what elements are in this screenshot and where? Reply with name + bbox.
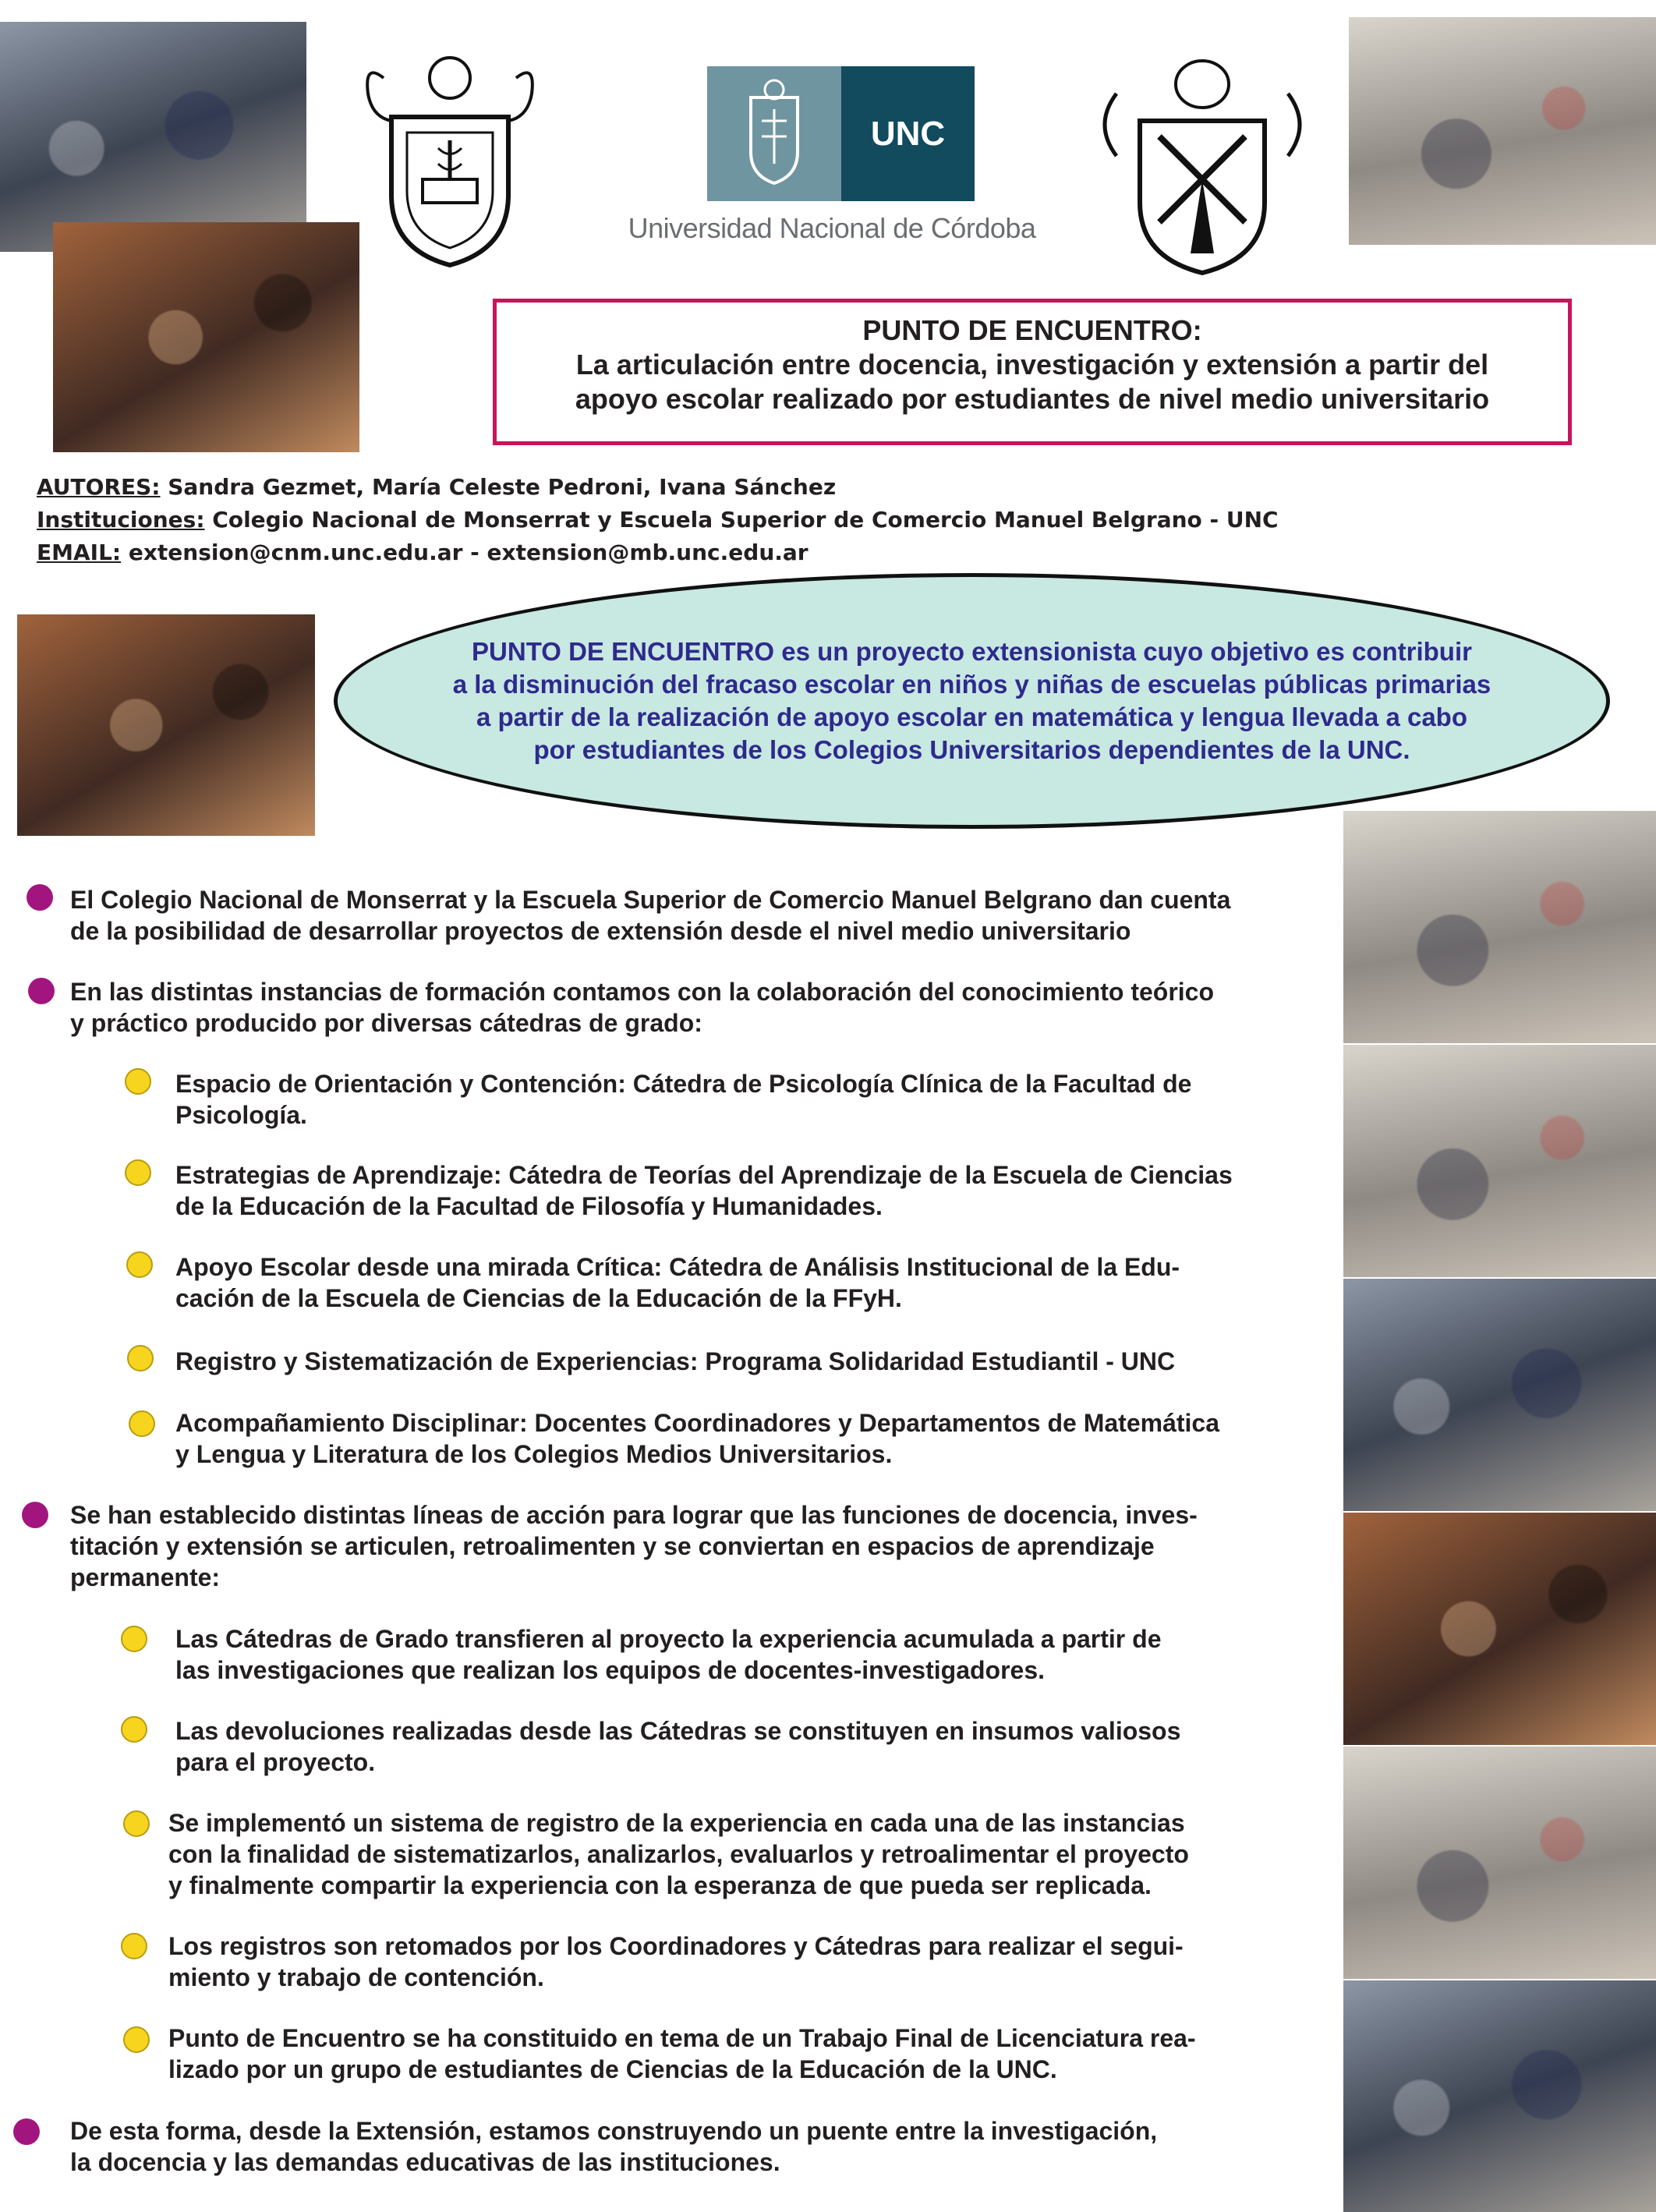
sub-item-7-line-2: para el proyecto. [175,1748,376,1776]
sub-item-3-line-1: Apoyo Escolar desde una mirada Crítica: Cátedra de Análisis Institucional de la Edu- [175,1253,1180,1281]
authors-label: AUTORES: [37,474,161,500]
unc-logo [707,66,975,201]
sub-item-2-line-2: de la Educación de la Facultad de Filosofía y Humanidades. [175,1192,883,1220]
email-value: extension@cnm.unc.edu.ar - extension@mb.unc.edu.ar [121,540,809,565]
photo-auditorium-students [17,614,315,836]
primary-bullet-icon [27,884,53,911]
sub-item-8 [168,1807,1189,1901]
sub-item-6-line-2: las investigaciones que realizan los equipos de docentes-investigadores. [175,1656,1046,1684]
photo-tutoring-1 [1343,811,1656,1043]
paragraph-2-line-1: En las distintas instancias de formación contamos con la colaboración del conocimiento teórico [70,978,1214,1006]
sub-item-4-line-1: Registro y Sistematización de Experiencias: Programa Solidaridad Estudiantil - UNC [175,1347,1176,1375]
unc-seal-icon [707,66,841,201]
sub-item-9 [168,1931,1184,1993]
primary-bullet-icon [28,978,55,1004]
institutions-label: Instituciones: [37,507,205,533]
title-line-3: apoyo escolar realizado por estudiantes de nivel medio universitario [575,383,1490,415]
summary-line-2: a la disminución del fracaso escolar en niños y niñas de escuelas públicas primarias [452,670,1491,699]
paragraph-3-line-1: Se han establecido distintas líneas de acción para lograr que las funciones de docencia, inves- [70,1501,1198,1529]
secondary-bullet-icon [121,1933,147,1959]
paragraph-3-line-3: permanente: [70,1563,221,1591]
secondary-bullet-icon [123,2026,150,2053]
photo-tutoring-4 [1343,1513,1656,1745]
sub-item-8-line-2: con la finalidad de sistematizarlos, analizarlos, evaluarlos y retroalimentar el proyecto [168,1840,1189,1868]
secondary-bullet-icon [127,1345,154,1371]
summary-line-4: por estudiantes de los Colegios Universitarios dependientes de la UNC. [533,735,1410,764]
sub-item-3-line-2: cación de la Escuela de Ciencias de la Educación de la FFyH. [175,1284,902,1312]
secondary-bullet-icon [125,1159,151,1186]
secondary-bullet-icon [121,1626,147,1652]
secondary-bullet-icon [126,1251,153,1278]
crest-escuela-comercio-icon [360,47,540,273]
sub-item-3 [175,1251,1180,1314]
photo-tutoring-5 [1343,1747,1656,1979]
paragraph-1-line-1: El Colegio Nacional de Monserrat y la Escuela Superior de Comercio Manuel Belgrano dan cuenta [70,886,1231,914]
crest-colegio-monserrat-icon [1093,47,1311,277]
sub-item-1-line-2: Psicología. [175,1101,307,1129]
paragraph-1 [70,884,1230,947]
sub-item-1 [175,1068,1191,1131]
sub-item-10 [168,2023,1196,2085]
sub-item-9-line-2: miento y trabajo de contención. [168,1963,544,1991]
photo-tutoring-6 [1343,1980,1656,2212]
summary-ellipse [334,573,1610,829]
photo-tutoring-2 [1343,1045,1656,1277]
authors-line [37,474,836,500]
secondary-bullet-icon [121,1716,147,1743]
sub-item-10-line-2: lizado por un grupo de estudiantes de Ciencias de la Educación de la UNC. [168,2055,1057,2083]
sub-item-1-line-1: Espacio de Orientación y Contención: Cátedra de Psicología Clínica de la Facultad de [175,1070,1192,1098]
primary-bullet-icon [13,2118,40,2145]
photo-students-group-stairs [0,22,306,252]
sub-item-4 [175,1346,1175,1377]
photo-tutoring-3 [1343,1279,1656,1511]
sub-item-8-line-3: y finalmente compartir la experiencia con la esperanza de que pueda ser replicada. [168,1871,1152,1899]
summary-line-3: a partir de la realización de apoyo escolar en matemática y lengua llevada a cabo [476,703,1468,731]
sub-item-9-line-1: Los registros son retomados por los Coordinadores y Cátedras para realizar el segui- [168,1932,1184,1960]
primary-bullet-icon [22,1502,48,1528]
sub-item-7 [175,1715,1180,1778]
summary-line-1: PUNTO DE ENCUENTRO es un proyecto extensionista cuyo objetivo es contribuir [472,637,1472,666]
paragraph-4 [70,2115,1157,2178]
sub-item-5 [175,1407,1219,1470]
paragraph-1-line-2: de la posibilidad de desarrollar proyectos de extensión desde el nivel medio universitario [70,917,1131,945]
paragraph-2 [70,976,1214,1039]
institutions-value: Colegio Nacional de Monserrat y Escuela Superior de Comercio Manuel Belgrano - UNC [204,507,1279,533]
secondary-bullet-icon [129,1410,155,1437]
title-line-2: La articulación entre docencia, investigación y extensión a partir del [575,349,1489,380]
poster-title-box [493,299,1572,445]
paragraph-4-line-2: la docencia y las demandas educativas de las instituciones. [70,2148,780,2176]
institutions-line [37,507,1279,533]
email-line [37,540,809,565]
email-label: EMAIL: [37,540,122,565]
secondary-bullet-icon [123,1810,150,1837]
paragraph-3 [70,1499,1198,1593]
secondary-bullet-icon [125,1068,151,1095]
sub-item-8-line-1: Se implementó un sistema de registro de la experiencia en cada una de las instancias [168,1809,1185,1837]
paragraph-3-line-2: titación y extensión se articulen, retroalimenten y se conviertan en espacios de aprendizaje [70,1532,1155,1560]
sub-item-6-line-1: Las Cátedras de Grado transfieren al proyecto la experiencia acumulada a partir de [175,1625,1162,1653]
sub-item-5-line-2: y Lengua y Literatura de los Colegios Medios Universitarios. [175,1440,893,1468]
sub-item-7-line-1: Las devoluciones realizadas desde las Cátedras se constituyen en insumos valiosos [175,1717,1181,1745]
sub-item-5-line-1: Acompañamiento Disciplinar: Docentes Coordinadores y Departamentos de Matemática [175,1409,1219,1437]
sub-item-2 [175,1159,1233,1222]
unc-wordmark: UNC [841,66,975,201]
sub-item-6 [175,1623,1161,1686]
paragraph-2-line-2: y práctico producido por diversas cátedras de grado: [70,1009,702,1037]
photo-classroom-students [53,222,359,452]
photo-students-courtyard [1349,17,1656,245]
sub-item-10-line-1: Punto de Encuentro se ha constituido en tema de un Trabajo Final de Licenciatura rea- [168,2024,1196,2052]
university-name: Universidad Nacional de Córdoba [628,212,1036,244]
title-line-1: PUNTO DE ENCUENTRO: [862,314,1202,346]
paragraph-4-line-1: De esta forma, desde la Extensión, estamos construyendo un puente entre la investigación, [70,2117,1158,2145]
authors-value: Sandra Gezmet, María Celeste Pedroni, Ivana Sánchez [160,474,837,500]
sub-item-2-line-1: Estrategias de Aprendizaje: Cátedra de Teorías del Aprendizaje de la Escuela de Ciencias [175,1161,1233,1189]
